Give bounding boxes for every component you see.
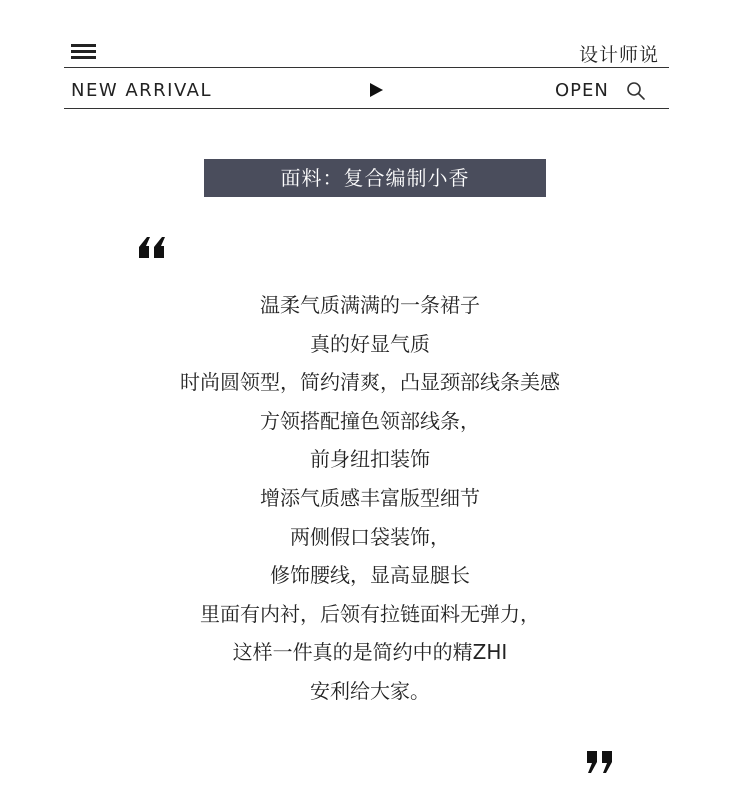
new-arrival-label[interactable]: NEW ARRIVAL bbox=[71, 80, 212, 101]
close-quote-icon bbox=[583, 748, 615, 778]
description-line: 时尚圆领型，简约清爽，凸显颈部线条美感 bbox=[180, 370, 560, 395]
description bbox=[0, 286, 740, 711]
description-line: 增添气质感丰富版型细节 bbox=[260, 485, 480, 510]
bottom-divider bbox=[64, 108, 669, 109]
description-line: 两侧假口袋装饰， bbox=[290, 524, 450, 549]
play-icon[interactable] bbox=[368, 82, 384, 98]
description-line: 方领搭配撞色领部线条， bbox=[260, 408, 480, 433]
description-line: 真的好显气质 bbox=[310, 331, 430, 356]
designer-says-label[interactable]: 设计师说 bbox=[578, 44, 659, 66]
fabric-banner: 面料：复合编制小香 bbox=[204, 159, 546, 197]
description-line: 温柔气质满满的一条裙子 bbox=[260, 293, 480, 317]
description-line: 这样一件真的是简约中的精ZHI bbox=[232, 640, 508, 665]
description-line: 里面有内衬，后领有拉链面料无弹力， bbox=[200, 601, 540, 626]
search-icon[interactable] bbox=[626, 81, 646, 101]
open-button[interactable]: OPEN bbox=[555, 80, 609, 101]
description-line: 前身纽扣装饰 bbox=[310, 447, 430, 472]
hamburger-menu-icon[interactable] bbox=[71, 44, 96, 59]
top-divider bbox=[64, 67, 669, 68]
open-quote-icon bbox=[137, 233, 169, 263]
description-line: 安利给大家。 bbox=[310, 678, 430, 703]
description-line: 修饰腰线，显高显腿长 bbox=[270, 563, 470, 588]
